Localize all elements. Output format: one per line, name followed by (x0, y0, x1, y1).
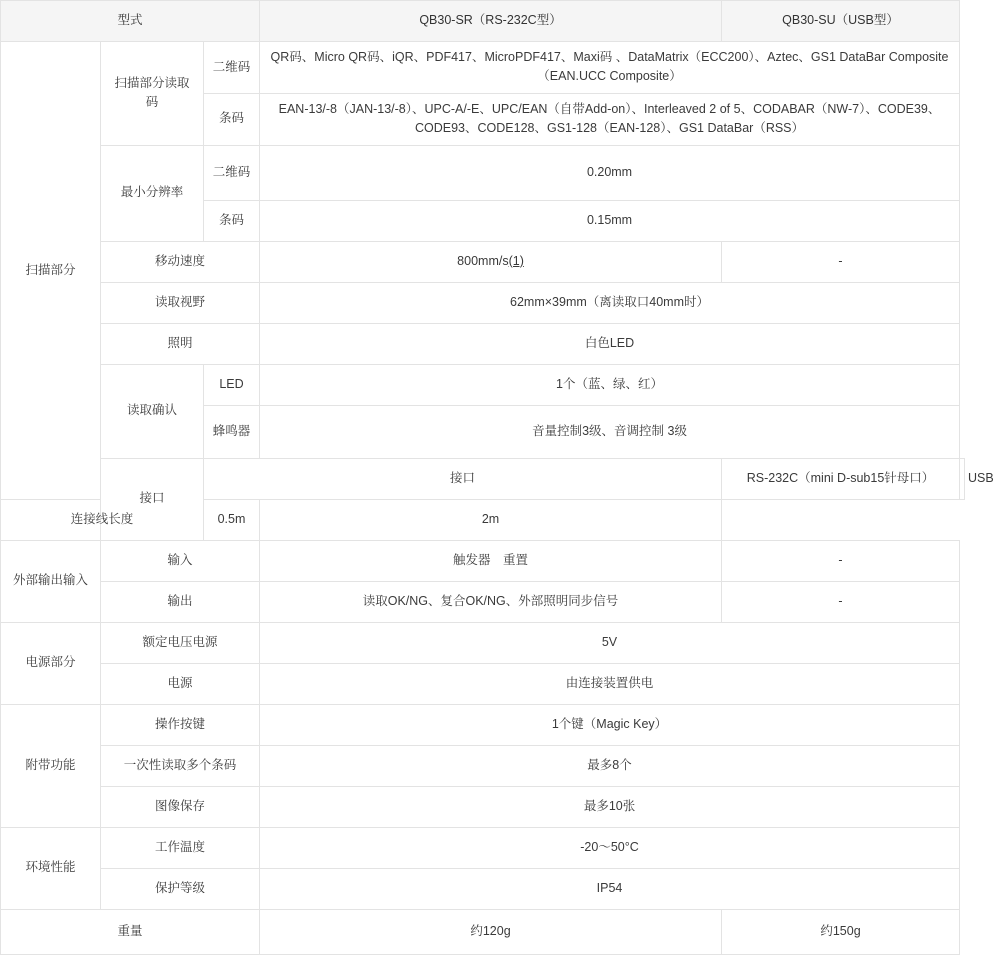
row-label-buzzer: 蜂鸣器 (204, 405, 260, 458)
section-label-environment: 环境性能 (1, 827, 101, 909)
table-row (1, 663, 965, 704)
row-label-operating-temperature: 工作温度 (101, 827, 260, 868)
row-label-weight: 重量 (1, 909, 260, 954)
table-row (1, 323, 965, 364)
value-protection-rating: IP54 (260, 868, 960, 909)
row-label-qr-code: 二维码 (204, 42, 260, 94)
row-label-barcode: 条码 (204, 93, 260, 145)
row-label-interface-port: 接口 (204, 458, 722, 499)
table-row (1, 622, 965, 663)
section-label-interface: 接口 (101, 458, 204, 540)
value-move-speed-sr-note: (1) (508, 253, 524, 268)
row-label-resolution-barcode: 条码 (204, 200, 260, 241)
section-label-external-io: 外部输出输入 (1, 540, 101, 622)
value-resolution-qr: 0.20mm (260, 145, 960, 200)
table-row (1, 704, 965, 745)
table-row (1, 827, 965, 868)
section-label-power: 电源部分 (1, 622, 101, 704)
row-label-field-of-view: 读取视野 (101, 282, 260, 323)
value-multi-read: 最多8个 (260, 745, 960, 786)
table-header-row (1, 1, 965, 42)
table-row (1, 909, 965, 954)
value-move-speed-su: - (722, 241, 960, 282)
table-row (1, 786, 965, 827)
table-row (1, 42, 965, 94)
section-label-scan: 扫描部分 (1, 42, 101, 500)
value-move-speed-sr-text: 800mm/s (457, 253, 509, 268)
value-buzzer: 音量控制3级、音调控制 3级 (260, 405, 960, 458)
value-field-of-view: 62mm×39mm（离读取口40mm时） (260, 282, 960, 323)
row-label-protection-rating: 保护等级 (101, 868, 260, 909)
value-qr-code-types: QR码、Micro QR码、iQR、PDF417、MicroPDF417、Maxi码 、DataMatrix（ECC200）、Aztec、GS1 DataBar Composite （EAN.UCC Composite） (260, 42, 960, 94)
table-row (1, 241, 965, 282)
value-external-output-su: - (722, 581, 960, 622)
row-label-cable-length: 连接线长度 (1, 499, 204, 540)
row-label-rated-voltage: 额定电压电源 (101, 622, 260, 663)
value-operating-temperature: ‐20～50°C (260, 827, 960, 868)
value-weight-sr: 约120g (260, 909, 722, 954)
table-row (1, 868, 965, 909)
header-model-label: 型式 (1, 1, 260, 42)
header-model-su: QB30-SU（USB型） (722, 1, 960, 42)
value-external-output-sr: 读取OK/NG、复合OK/NG、外部照明同步信号 (260, 581, 722, 622)
table-row (1, 282, 965, 323)
section-label-features: 附带功能 (1, 704, 101, 827)
table-row (1, 145, 965, 200)
value-weight-su: 约150g (722, 909, 960, 954)
value-cable-length-su: 2m (260, 499, 722, 540)
value-illumination: 白色LED (260, 323, 960, 364)
row-label-move-speed: 移动速度 (101, 241, 260, 282)
value-interface-port-su: USB (960, 458, 965, 499)
row-label-illumination: 照明 (101, 323, 260, 364)
row-label-operation-button: 操作按键 (101, 704, 260, 745)
row-label-led: LED (204, 364, 260, 405)
row-label-image-save: 图像保存 (101, 786, 260, 827)
row-label-external-output: 输出 (101, 581, 260, 622)
row-label-external-input: 输入 (101, 540, 260, 581)
table-row (1, 458, 965, 499)
value-image-save: 最多10张 (260, 786, 960, 827)
subsection-label-resolution: 最小分辨率 (101, 145, 204, 241)
value-move-speed-sr (260, 241, 722, 282)
table-row (1, 540, 965, 581)
value-external-input-sr: 触发器 重置 (260, 540, 722, 581)
value-cable-length-sr: 0.5m (204, 499, 260, 540)
header-model-sr: QB30-SR（RS-232C型） (260, 1, 722, 42)
table-row (1, 745, 965, 786)
value-barcode-types: EAN-13/-8（JAN-13/-8）、UPC-A/-E、UPC/EAN（自带Add-on）、Interleaved 2 of 5、CODABAR（NW-7）、CODE39、CODE93、CODE128、GS1-128（EAN-128）、GS1 DataBar（RSS） (260, 93, 960, 145)
row-label-resolution-qr: 二维码 (204, 145, 260, 200)
value-rated-voltage: 5V (260, 622, 960, 663)
value-power-supply: 由连接装置供电 (260, 663, 960, 704)
subsection-label-read-confirm: 读取确认 (101, 364, 204, 458)
value-operation-button: 1个键（Magic Key） (260, 704, 960, 745)
table-row (1, 364, 965, 405)
subsection-label-read-code: 扫描部分读取码 (101, 42, 204, 146)
value-led: 1个（蓝、绿、红） (260, 364, 960, 405)
table-row (1, 581, 965, 622)
value-resolution-barcode: 0.15mm (260, 200, 960, 241)
value-external-input-su: - (722, 540, 960, 581)
row-label-multi-read: 一次性读取多个条码 (101, 745, 260, 786)
row-label-power-supply: 电源 (101, 663, 260, 704)
value-interface-port-sr: RS-232C（mini D-sub15针母口） (722, 458, 960, 499)
